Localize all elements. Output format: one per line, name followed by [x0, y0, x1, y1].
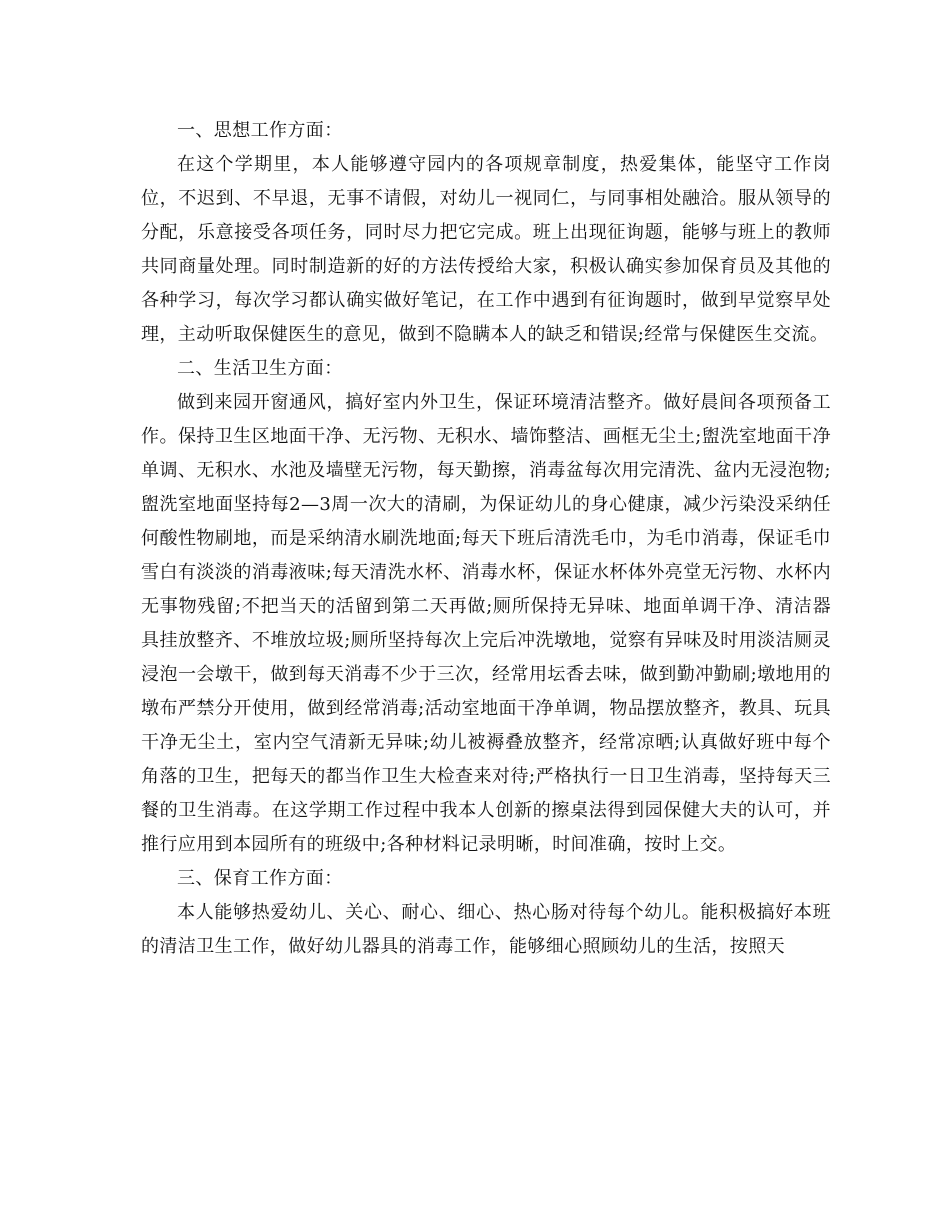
- section-heading-hygiene: 二、生活卫生方面：: [177, 358, 343, 379]
- section-paragraph-childcare: 本人能够热爱幼儿、关心、耐心、细心、热心肠对待每个幼儿。能积极搞好本班的清洁卫生工作，做好幼儿器具的消毒工作，能够细心照顾幼儿的生活，按照天: [141, 902, 831, 957]
- section-paragraph-hygiene: 做到来园开窗通风，搞好室内外卫生，保证环境清洁整齐。做好晨间各项预备工作。保持卫生区地面干净、无污物、无积水、墙饰整洁、画框无尘土;盥洗室地面干净单调、无积水、水池及墙壁无污物，每天勤擦，消毒盆每次用完清洗、盆内无浸泡物;盥洗室地面坚持每2—3周一次大的清刷，为保证幼儿的身心健康，减少污染没采纳任何酸性物刷地，而是采纳清水刷洗地面;每天下班后清洗毛巾，为毛巾消毒，保证毛巾雪白有淡淡的消毒液味;每天清洗水杯、消毒水杯，保证水杯体外亮堂无污物、水杯内无事物残留;不把当天的活留到第二天再做;厕所保持无异味、地面单调干净、清洁器具挂放整齐、不堆放垃圾;厕所坚持每次上完后冲洗墩地，觉察有异味及时用淡洁厕灵浸泡一会墩干，做到每天消毒不少于三次，经常用坛香去味，做到勤冲勤刷;墩地用的墩布严禁分开使用，做到经常消毒;活动室地面干净单调，物品摆放整齐，教具、玩具干净无尘土，室内空气清新无异味;幼儿被褥叠放整齐，经常凉晒;认真做好班中每个角落的卫生，把每天的都当作卫生大检查来对待;严格执行一日卫生消毒，坚持每天三餐的卫生消毒。在这学期工作过程中我本人创新的擦桌法得到园保健大夫的认可，并推行应用到本园所有的班级中;各种材料记录明晰，时间准确，按时上交。: [141, 392, 831, 855]
- document-body: [141, 114, 831, 964]
- section-heading-childcare: 三、保育工作方面：: [177, 868, 343, 889]
- section-paragraph-ideology: 在这个学期里，本人能够遵守园内的各项规章制度，热爱集体，能坚守工作岗位，不迟到、不早退，无事不请假，对幼儿一视同仁，与同事相处融洽。服从领导的分配，乐意接受各项任务，同时尽力把它完成。班上出现征询题，能够与班上的教师共同商量处理。同时制造新的好的方法传授给大家，积极认确实参加保育员及其他的各种学习，每次学习都认确实做好笔记，在工作中遇到有征询题时，做到早觉察早处理，主动听取保健医生的意见，做到不隐瞒本人的缺乏和错误;经常与保健医生交流。: [141, 154, 831, 345]
- section-heading-ideology: 一、思想工作方面：: [177, 120, 343, 141]
